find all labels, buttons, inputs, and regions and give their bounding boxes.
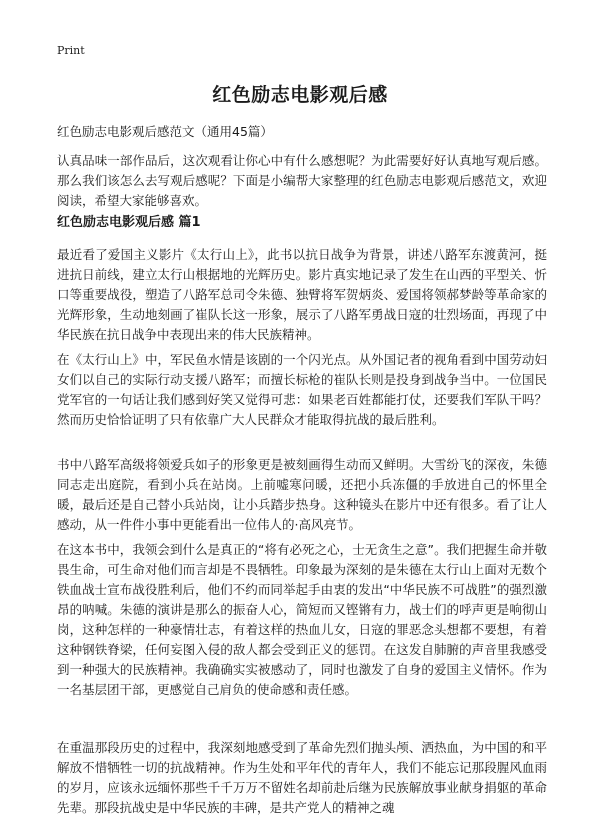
document-subtitle: 红色励志电影观后感范文（通用45篇） — [57, 124, 273, 139]
body-paragraph-2: 在《太行山上》中，军民鱼水情是该剧的一个闪光点。从外国记者的视角看到中国劳动妇女们以自己的实际行动支援八路军；而擅长标枪的崔队长则是投身到战争当中。一位国民党军官的一句话让我们感到好笑又觉得可悲：如果老百姓都能打仗，还要我们军队干吗？然而历史恰恰证明了只有依靠广大人民群众才能取得抗战的最后胜利。 — [57, 352, 547, 427]
body-paragraph-1: 最近看了爱国主义影片《太行山上》，此书以抗日战争为背景，讲述八路军东渡黄河，挺进抗日前线，建立太行山根据地的光辉历史。影片真实地记录了发生在山西的平型关、忻口等重要战役，塑造了八路军总司令朱德、独臂将军贺炳炎、爱国将领郝梦龄等革命家的光辉形象，生动地刻画了崔队长这一形象，展示了八路军勇战日寇的壮烈场面，再现了中华民族在抗日战争中表现出来的伟大民族精神。 — [57, 247, 547, 342]
body-paragraph-3: 书中八路军高级将领爱兵如子的形象更是被刻画得生动而又鲜明。大雪纷飞的深夜，朱德同志走出庭院，看到小兵在站岗。上前嘘寒问暖，还把小兵冻僵的手放进自己的怀里全暖，最后还是自己替小兵站岗，让小兵踏步热身。这种镜头在影片中还有很多。看了让人感动，从一件件小事中更能看出一位伟人的·高风亮节。 — [57, 457, 547, 532]
page-title: 红色励志电影观后感 — [212, 84, 388, 106]
print-link[interactable]: Print — [57, 44, 85, 57]
section-heading: 红色励志电影观后感 篇1 — [57, 215, 201, 230]
body-paragraph-4: 在这本书中，我领会到什么是真正的“将有必死之心，士无贪生之意”。我们把握生命并敬畏生命，可生命对他们而言却是不畏牺牲。印象最为深刻的是朱德在太行山上面对无数个铁血战士宣布战役胜利后，他们不约而同举起手由衷的发出“中华民族不可战胜”的强烈激昂的呐喊。朱德的演讲是那么的振奋人心，简短而又铿锵有力，战士们的呼声更是响彻山岗，这种怎样的一种豪情壮志，有着这样的热血儿女，日寇的罪恶念头想都不要想，有着这种钢铁脊梁，任何妄图入侵的敌人都会受到正义的惩罚。在这发自肺腑的声音里我感受到一种强大的民族精神。我确确实实被感动了，同时也激发了自身的爱国主义情怀。作为一名基层团干部，更感觉自己肩负的使命感和责任感。 — [57, 542, 547, 697]
body-paragraph-5: 在重温那段历史的过程中，我深刻地感受到了革命先烈们抛头颅、洒热血，为中国的和平解放不惜牺牲一切的抗战精神。作为生处和平年代的青年人，我们不能忘记那段腥风血雨的岁月，应该永远缅怀那些千千万万不留姓名却前赴后继为民族解放事业献身捐躯的革命先辈。那段抗战史是中华民族的丰碑，是共产党人的精神之魂 — [57, 740, 547, 815]
intro-paragraph: 认真品味一部作品后，这次观看让你心中有什么感想呢？为此需要好好认真地写观后感。那么我们该怎么去写观后感呢？下面是小编帮大家整理的红色励志电影观后感范文，欢迎阅读，希望大家能够喜欢。 — [57, 153, 547, 208]
